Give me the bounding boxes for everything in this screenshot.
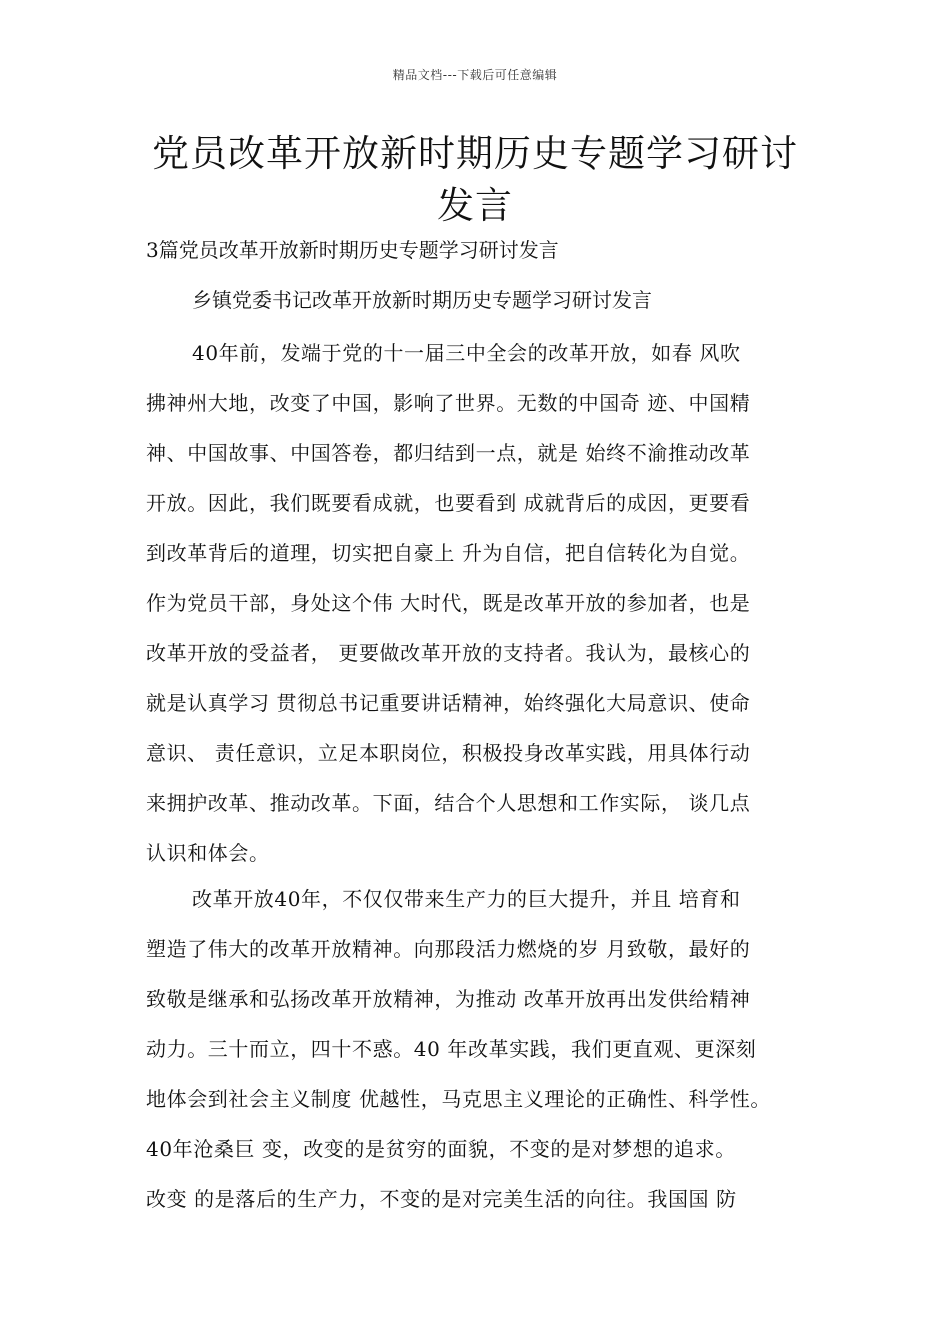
paragraph-line: 就是认真学习 贯彻总书记重要讲话精神，始终强化大局意识、使命 <box>146 691 751 715</box>
paragraph-line: 地体会到社会主义制度 优越性，马克思主义理论的正确性、科学性。 <box>146 1087 771 1111</box>
paragraph-line: 改变 的是落后的生产力，不变的是对完美生活的向往。我国国 防 <box>146 1187 737 1211</box>
paragraph-line: 塑造了伟大的改革开放精神。向那段活力燃烧的岁 月致敬，最好的 <box>146 937 751 961</box>
paragraph-line: 到改革背后的道理，切实把自豪上 升为自信，把自信转化为自觉。 <box>146 541 751 565</box>
paragraph-line: 致敬是继承和弘扬改革开放精神，为推动 改革开放再出发供给精神 <box>146 987 751 1011</box>
paragraph-line: 认识和体会。 <box>146 841 270 865</box>
document-title <box>120 128 830 232</box>
section-heading: 乡镇党委书记改革开放新时期历史专题学习研讨发言 <box>192 288 652 312</box>
title-line-2: 发言 <box>437 184 513 227</box>
paragraph-line: 意识、 责任意识，立足本职岗位，积极投身改革实践，用具体行动 <box>146 741 751 765</box>
paragraph-line: 来拥护改革、推动改革。下面，结合个人思想和工作实际， 谈几点 <box>146 791 751 815</box>
title-line-1: 党员改革开放新时期历史专题学习研讨 <box>152 132 798 175</box>
paragraph-line: 作为党员干部，身处这个伟 大时代，既是改革开放的参加者，也是 <box>146 591 751 615</box>
paragraph-line: 改革开放的受益者， 更要做改革开放的支持者。我认为，最核心的 <box>146 641 751 665</box>
paragraph-line: 拂神州大地，改变了中国，影响了世界。无数的中国奇 迹、中国精 <box>146 391 751 415</box>
paragraph-line: 神、中国故事、中国答卷，都归结到一点，就是 始终不渝推动改革 <box>146 441 751 465</box>
paragraph-line: 开放。因此，我们既要看成就，也要看到 成就背后的成因，更要看 <box>146 491 751 515</box>
paragraph-line: 动力。三十而立，四十不惑。40 年改革实践，我们更直观、更深刻 <box>146 1037 757 1061</box>
paragraph-line: 改革开放40年，不仅仅带来生产力的巨大提升，并且 培育和 <box>192 887 741 911</box>
paragraph-line: 40年沧桑巨 变，改变的是贫穷的面貌，不变的是对梦想的追求。 <box>146 1137 736 1161</box>
paragraph-line: 40年前，发端于党的十一届三中全会的改革开放，如春 风吹 <box>192 341 741 365</box>
document-subtitle: 3篇党员改革开放新时期历史专题学习研讨发言 <box>146 238 559 262</box>
page-header: 精品文档---下载后可任意编辑 <box>392 68 558 82</box>
